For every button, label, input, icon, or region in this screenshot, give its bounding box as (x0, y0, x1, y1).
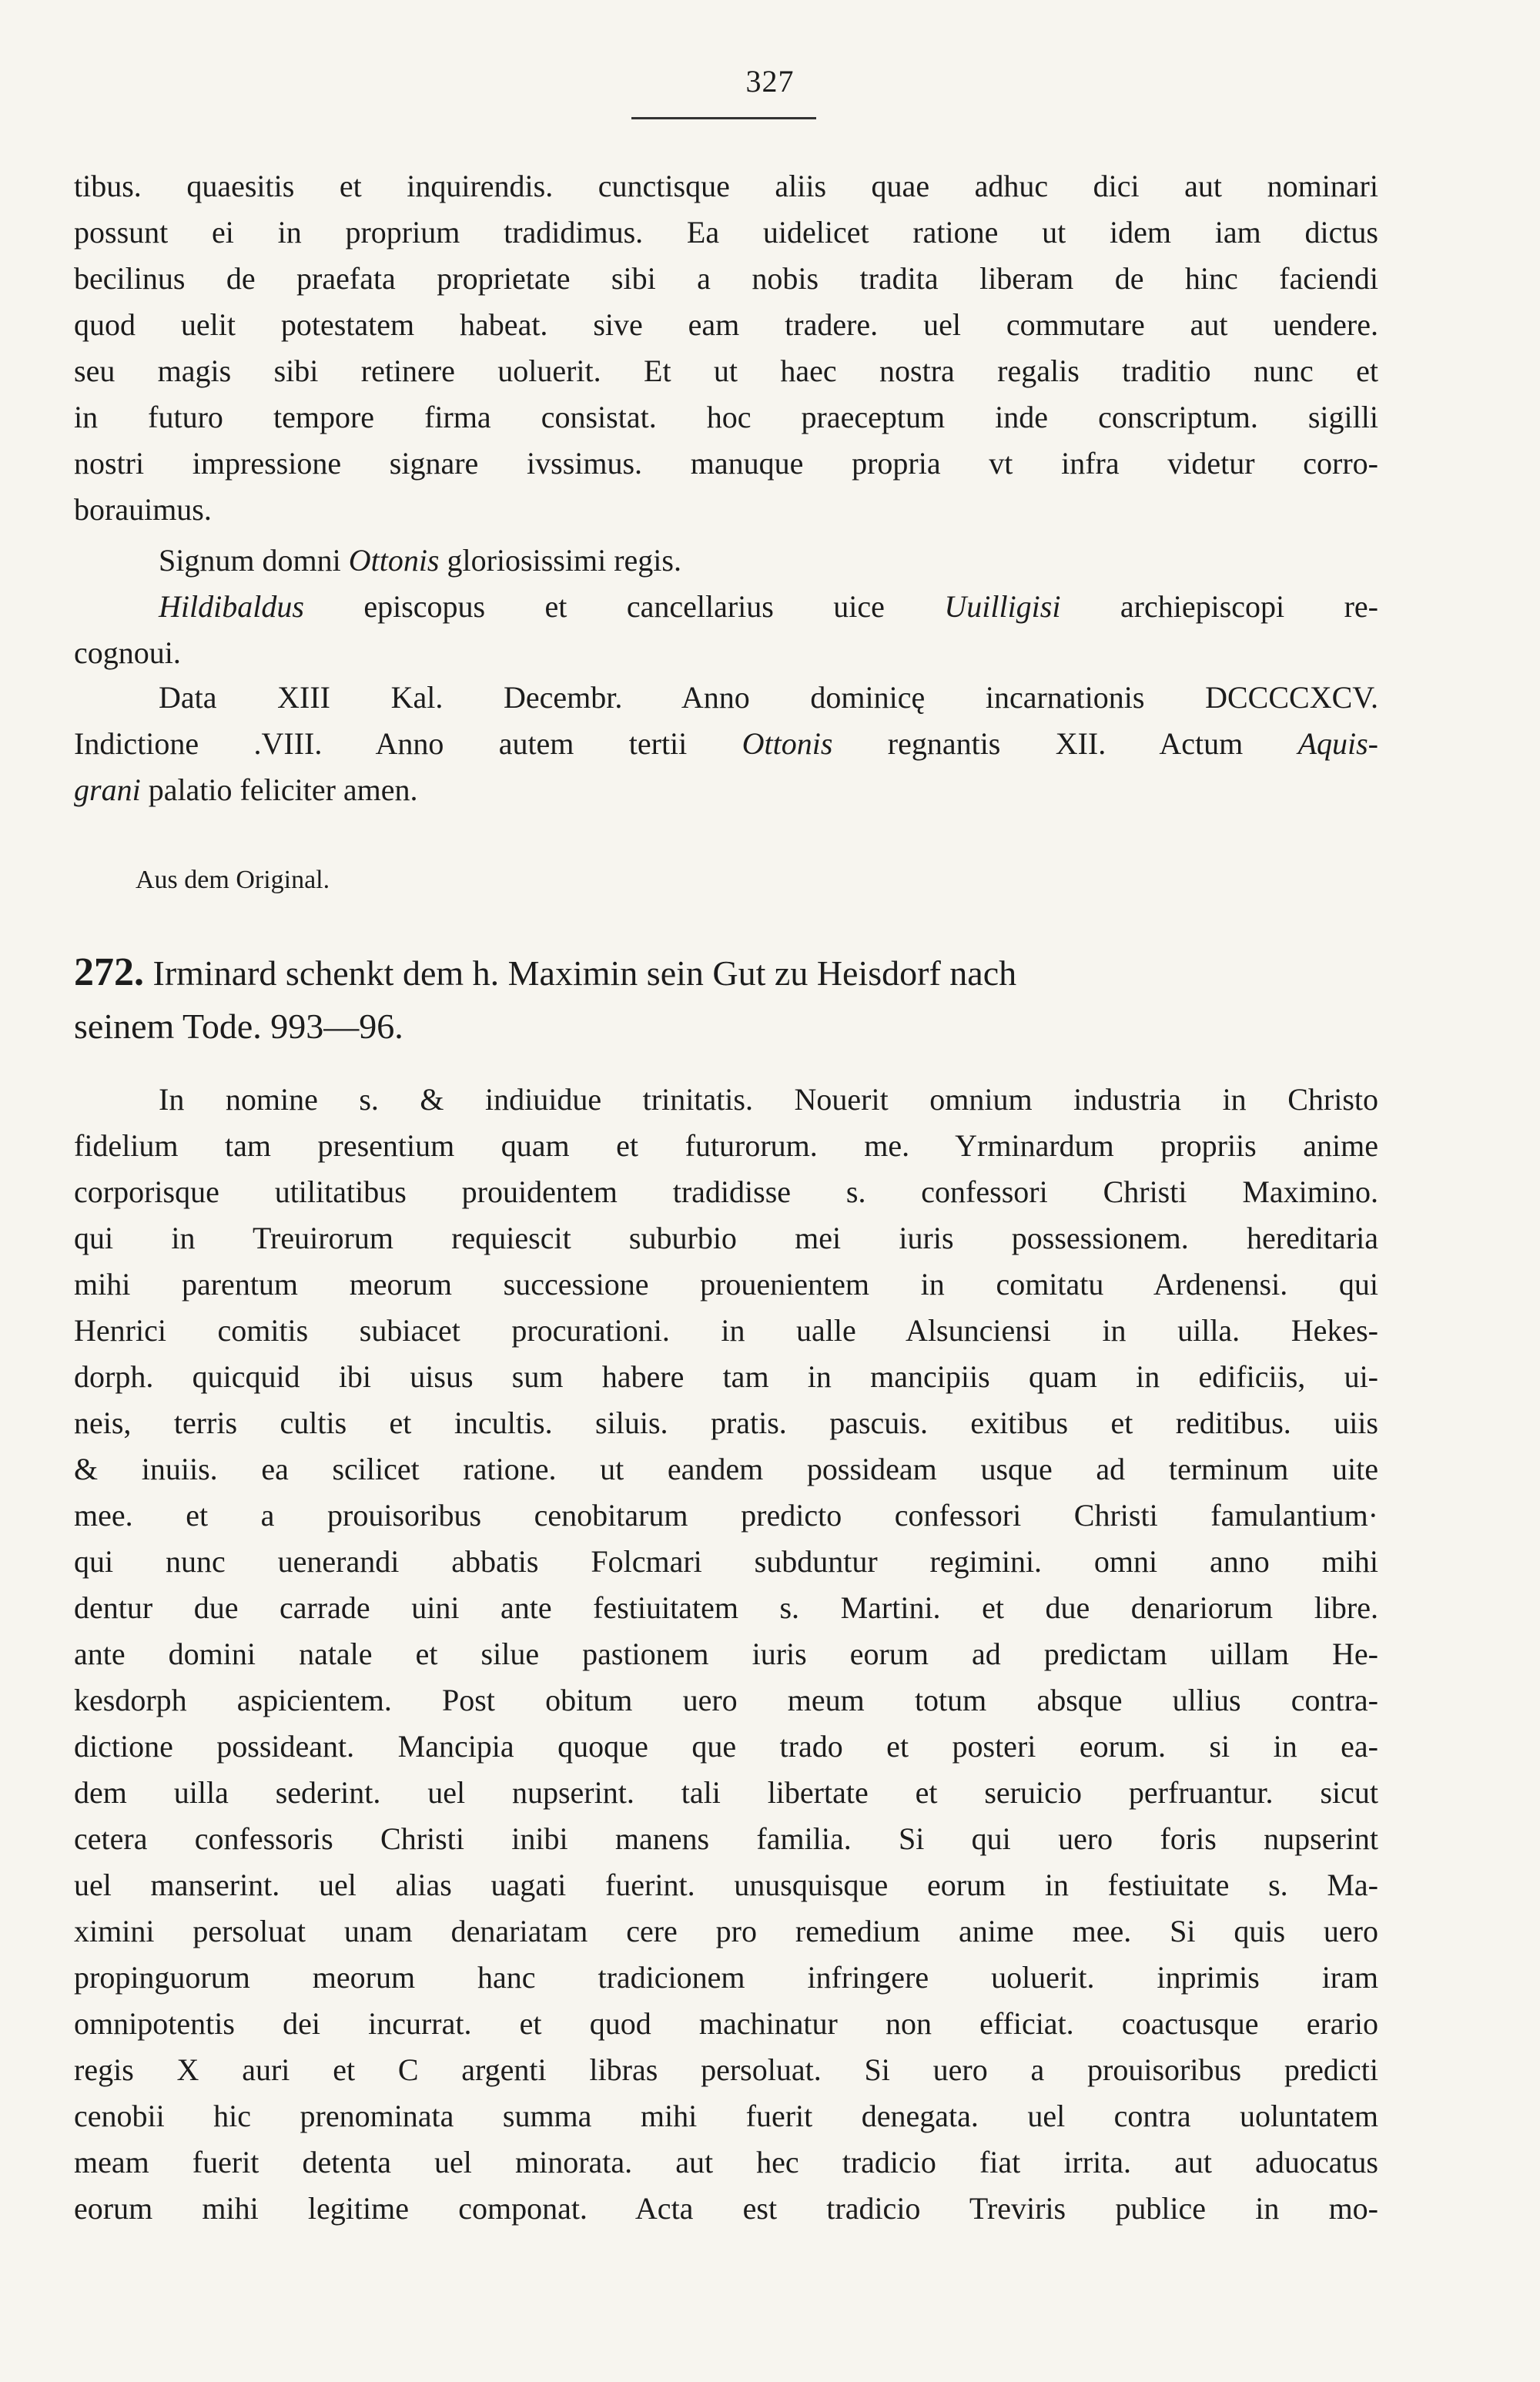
archbishop-name: Uuilligisi (944, 589, 1061, 624)
dating-line: Data XIII Kal. Decembr. Anno dominicę incarnationis DCCCCXCV. (159, 680, 1378, 715)
text-line: tibus. quaesitis et inquirendis. cunctisque aliis quae adhuc dici aut nominari (74, 169, 1378, 203)
text-line: uel manserint. uel alias uagati fuerint. unusquisque eorum in festiuitate s. Ma- (74, 1868, 1378, 1902)
chancellor-text: episcopus et cancellarius uice (303, 589, 945, 624)
charter-date: 993—96. (270, 1007, 403, 1046)
chancellor-name: Hildibaldus (159, 589, 304, 624)
charter-text-continued (74, 163, 1378, 533)
text-line: quod uelit potestatem habeat. sive eam tradere. uel commutare aut uendere. (74, 307, 1378, 342)
place-name: Aquis- (1297, 726, 1378, 761)
text-line: propinguorum meorum hanc tradicionem infringere uoluerit. inprimis iram (74, 1960, 1378, 1995)
chancellor-text: archiepiscopi re- (1060, 589, 1378, 624)
text-line: nostri impressione signare ivssimus. manuque propria vt infra videtur corro- (74, 446, 1378, 481)
text-line: qui nunc uenerandi abbatis Folcmari subduntur regimini. omni anno mihi (74, 1544, 1378, 1579)
text-line: In nomine s. & indiuidue trinitatis. Nouerit omnium industria in Christo (159, 1082, 1378, 1117)
heading-line (74, 946, 1378, 1000)
source-note: Aus dem Original. (136, 866, 330, 894)
text-line: & inuiis. ea scilicet ratione. ut eandem possideam usque ad terminum uite (74, 1452, 1378, 1486)
signatures (74, 538, 1378, 676)
text-line: cenobii hic prenominata summa mihi fuerit denegata. uel contra uoluntatem (74, 2099, 1378, 2133)
charter-number: 272. (74, 950, 144, 994)
chancellor-line (74, 584, 1378, 630)
text-line: seu magis sibi retinere uoluerit. Et ut haec nostra regalis traditio nunc et (74, 353, 1378, 388)
text-line: dentur due carrade uini ante festiuitatem s. Martini. et due denariorum libre. (74, 1590, 1378, 1625)
place-name: grani (74, 772, 141, 807)
dating-text: Indictione .VIII. Anno autem tertii (74, 726, 742, 761)
king-name: Ottonis (742, 726, 833, 761)
text-line: dorph. quicquid ibi uisus sum habere tam in mancipiis quam in edificiis, ui- (74, 1359, 1378, 1394)
page-number-rule (631, 117, 816, 119)
king-name: Ottonis (348, 543, 440, 578)
text-line: in futuro tempore firma consistat. hoc praeceptum inde conscriptum. sigilli (74, 400, 1378, 434)
dating-line (74, 721, 1378, 767)
text-line: kesdorph aspicientem. Post obitum uero meum totum absque ullius contra- (74, 1683, 1378, 1717)
text-line: mee. et a prouisoribus cenobitarum predicto confessori Christi famulantium· (74, 1498, 1378, 1533)
chancellor-line-end: cognoui. (74, 635, 181, 670)
text-line: dictione possideant. Mancipia quoque que trado et posteri eorum. si in ea- (74, 1729, 1378, 1764)
dating-clause (74, 675, 1378, 813)
text-line: ante domini natale et silue pastionem iuris eorum ad predictam uillam He- (74, 1637, 1378, 1671)
charter-272-text (74, 1077, 1378, 2232)
text-line: regis X auri et C argenti libras persoluat. Si uero a prouisoribus predicti (74, 2052, 1378, 2087)
dating-text: palatio feliciter amen. (140, 772, 418, 807)
page-number: 327 (745, 64, 795, 99)
charter-title: Irminard schenkt dem h. Maximin sein Gut zu Heisdorf nach (152, 953, 1017, 993)
signum-text: Signum domni (159, 543, 349, 578)
text-line: fidelium tam presentium quam et futurorum. me. Yrminardum propriis anime (74, 1128, 1378, 1163)
text-line: neis, terris cultis et incultis. siluis. pratis. pascuis. exitibus et reditibus. uiis (74, 1405, 1378, 1440)
text-line: mihi parentum meorum successione prouenientem in comitatu Ardenensi. qui (74, 1267, 1378, 1302)
heading-line (74, 1000, 1378, 1054)
signum-line (74, 538, 1378, 584)
signum-text: gloriosissimi regis. (439, 543, 681, 578)
charter-heading (74, 946, 1378, 1054)
charter-title-end: seinem Tode. (74, 1007, 262, 1046)
dating-text: regnantis XII. Actum (832, 726, 1298, 761)
text-line: meam fuerit detenta uel minorata. aut hec tradicio fiat irrita. aut aduocatus (74, 2145, 1378, 2179)
text-line: cetera confessoris Christi inibi manens familia. Si qui uero foris nupserint (74, 1821, 1378, 1856)
text-line: ximini persoluat unam denariatam cere pro remedium anime mee. Si quis uero (74, 1914, 1378, 1948)
dating-line (74, 767, 1378, 813)
text-line: borauimus. (74, 492, 212, 527)
text-line: eorum mihi legitime componat. Acta est tradicio Treviris publice in mo- (74, 2191, 1378, 2226)
text-line: omnipotentis dei incurrat. et quod machinatur non efficiat. coactusque erario (74, 2006, 1378, 2041)
text-line: corporisque utilitatibus prouidentem tradidisse s. confessori Christi Maximino. (74, 1174, 1378, 1209)
text-line: dem uilla sederint. uel nupserint. tali libertate et seruicio perfruantur. sicut (74, 1775, 1378, 1810)
text-line: Henrici comitis subiacet procurationi. in ualle Alsunciensi in uilla. Hekes- (74, 1313, 1378, 1348)
text-line: becilinus de praefata proprietate sibi a nobis tradita liberam de hinc faciendi (74, 261, 1378, 296)
text-line: possunt ei in proprium tradidimus. Ea uidelicet ratione ut idem iam dictus (74, 215, 1378, 250)
text-line: qui in Treuirorum requiescit suburbio mei iuris possessionem. hereditaria (74, 1221, 1378, 1255)
